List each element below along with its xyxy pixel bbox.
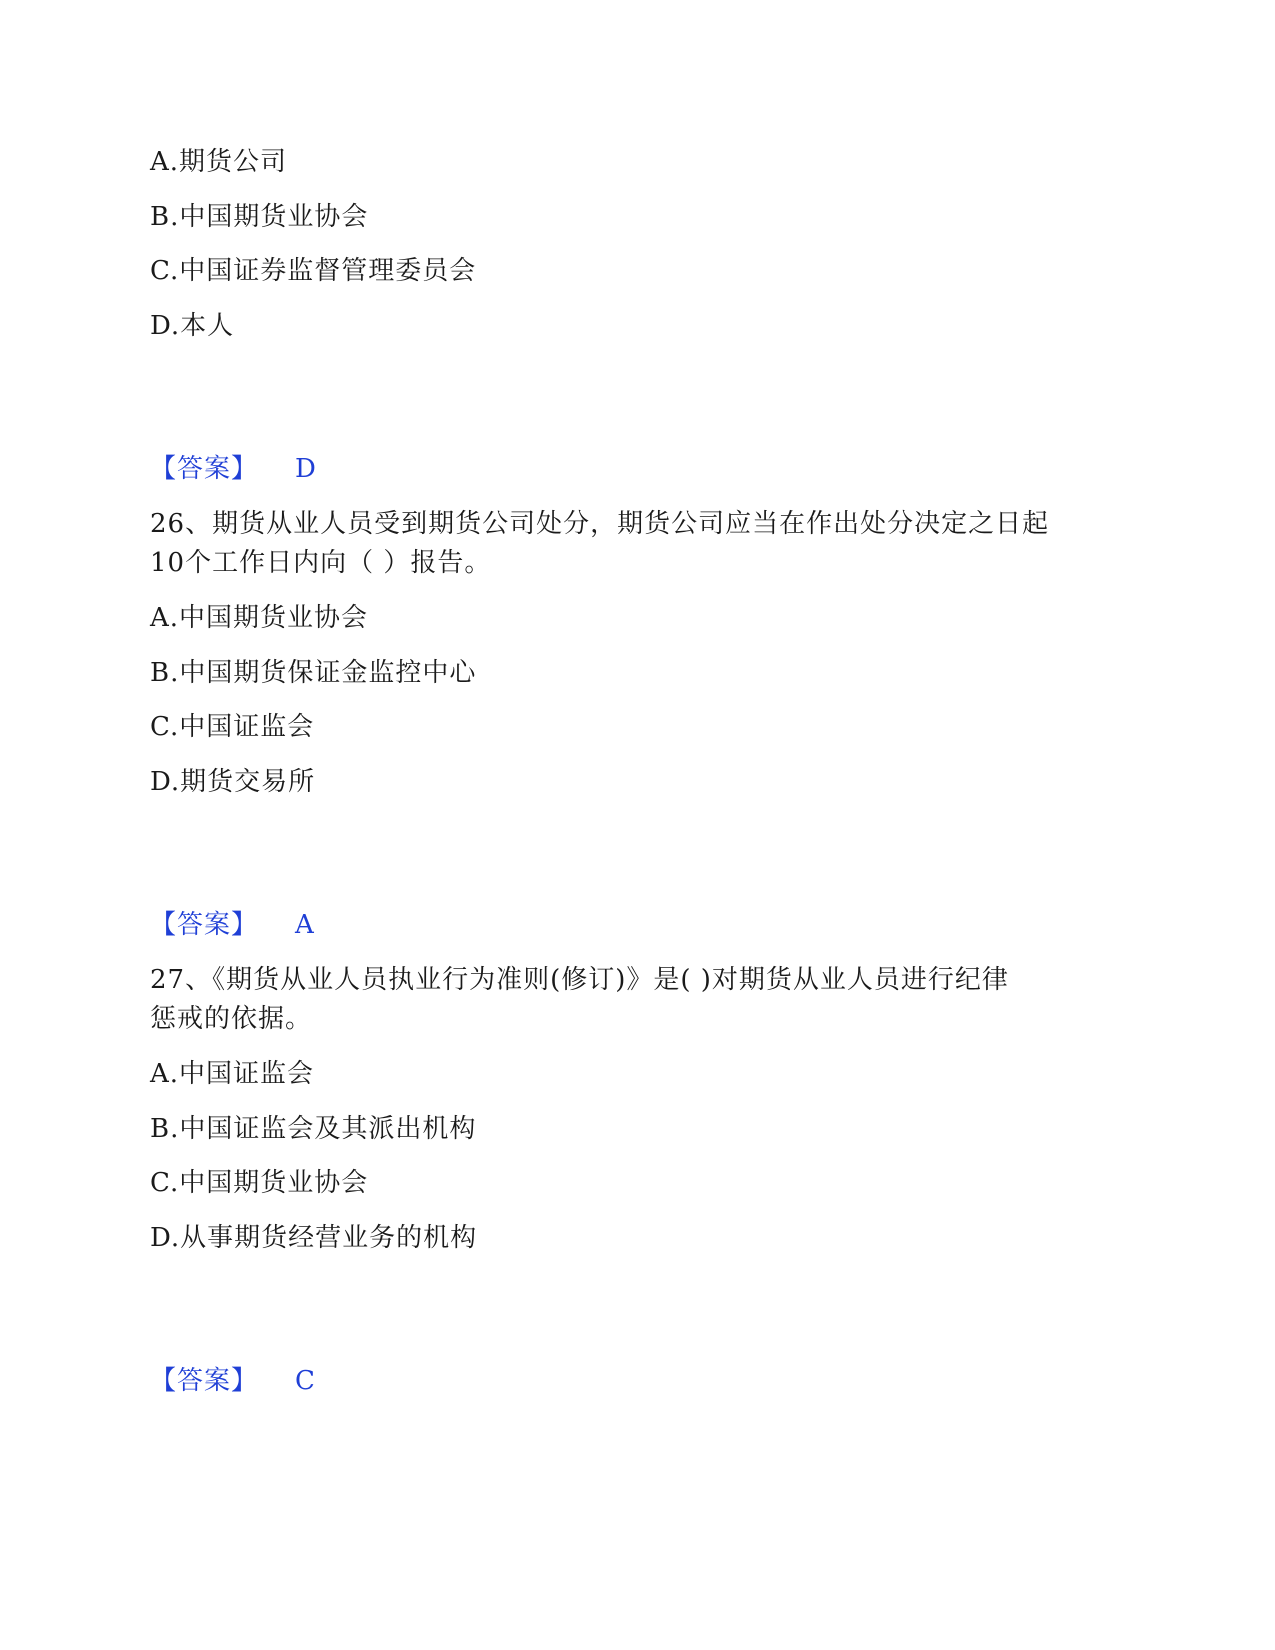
- q27-answer: [150, 1364, 315, 1398]
- q27-option-d: D.从事期货经营业务的机构: [150, 1223, 478, 1253]
- answer-label: 【答案】: [150, 1366, 259, 1396]
- q25-option-d: D.本人: [150, 311, 235, 341]
- q25-option-b: B.中国期货业协会: [150, 202, 369, 232]
- q26-option-a: A.中国期货业协会: [150, 603, 369, 633]
- q26-option-b: B.中国期货保证金监控中心: [150, 658, 477, 688]
- q27-stem-line1: 27、《期货从业人员执业行为准则(修订)》是( )对期货从业人员进行纪律: [150, 965, 1009, 995]
- q27-stem-line2: 惩戒的依据。: [150, 1004, 313, 1034]
- answer-label: 【答案】: [150, 910, 259, 940]
- answer-value: C: [295, 1366, 315, 1396]
- q27-option-c: C.中国期货业协会: [150, 1168, 369, 1198]
- q25-option-a: A.期货公司: [150, 147, 288, 177]
- answer-value: A: [295, 910, 314, 940]
- q27-option-b: B.中国证监会及其派出机构: [150, 1114, 477, 1144]
- q25-answer: [150, 452, 316, 486]
- q26-answer: [150, 908, 314, 942]
- q25-option-c: C.中国证券监督管理委员会: [150, 256, 477, 286]
- answer-value: D: [295, 454, 316, 484]
- q26-option-d: D.期货交易所: [150, 767, 316, 797]
- q26-stem-line2: 10个工作日内向（ ）报告。: [150, 548, 492, 578]
- answer-label: 【答案】: [150, 454, 259, 484]
- q26-stem-line1: 26、期货从业人员受到期货公司处分，期货公司应当在作出处分决定之日起: [150, 509, 1050, 539]
- q27-option-a: A.中国证监会: [150, 1059, 315, 1089]
- q26-option-c: C.中国证监会: [150, 712, 315, 742]
